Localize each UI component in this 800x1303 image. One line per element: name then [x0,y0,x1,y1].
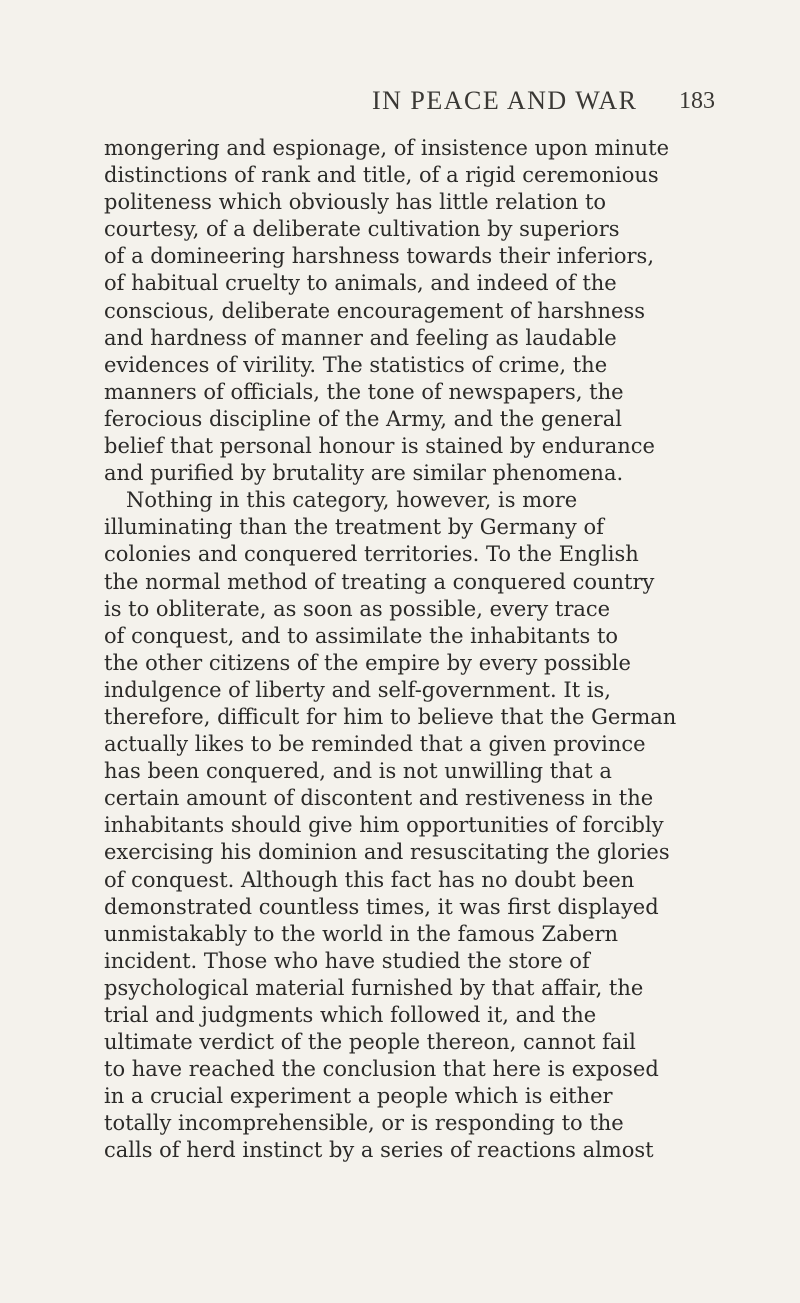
running-title: IN PEACE AND WAR [372,86,638,115]
text-line: ultimate verdict of the people thereon, cannot fail [104,1030,636,1055]
page-number: 183 [679,88,715,114]
text-line: to have reached the conclusion that here is exposed [104,1057,659,1082]
text-line: psychological material furnished by that affair, the [104,975,644,1000]
text-line: ferocious discipline of the Army, and the general [104,406,622,431]
running-header [0,86,800,120]
text-line: trial and judgments which followed it, and the [104,1003,597,1027]
text-line: is to obliterate, as soon as possible, every trace [104,596,611,621]
text-line: manners of officials, the tone of newspapers, the [104,379,624,404]
text-line: illuminating than the treatment by Germany of [104,515,604,540]
text-line: Nothing in this category, however, is more [126,488,578,513]
text-line: of habitual cruelty to animals, and indeed of the [104,271,617,296]
text-line: evidences of virility. The statistics of crime, the [104,352,608,377]
text-line: therefore, difficult for him to believe that the German [104,704,677,729]
text-line: the normal method of treating a conquered country [104,569,655,594]
text-line: demonstrated countless times, it was first displayed [104,894,659,919]
text-line: has been conquered, and is not unwilling that a [104,759,612,784]
text-line: of a domineering harshness towards their inferiors, [104,244,655,269]
text-line: of conquest. Although this fact has no doubt been [104,867,635,892]
text-line: incident. Those who have studied the store of [104,948,590,973]
text-line: and hardness of manner and feeling as laudable [104,325,617,350]
text-line: the other citizens of the empire by every possible [104,650,631,675]
text-line: politeness which obviously has little relation to [104,190,607,215]
text-line: inhabitants should give him opportunities of forcibly [104,813,664,838]
text-line: conscious, deliberate encouragement of harshness [104,298,646,323]
text-line: unmistakably to the world in the famous Zabern [104,921,619,946]
text-line: exercising his dominion and resuscitating the glories [104,840,670,865]
text-line: totally incomprehensible, or is responding to the [104,1111,624,1136]
text-line: certain amount of discontent and restiveness in the [104,786,654,811]
text-line: in a crucial experiment a people which is either [104,1084,613,1109]
text-line: colonies and conquered territories. To the English [104,542,639,567]
text-line: distinctions of rank and title, of a rigid ceremonious [104,163,659,188]
text-line: of conquest, and to assimilate the inhabitants to [104,623,619,648]
text-line: indulgence of liberty and self-government. It is, [104,677,611,702]
text-line: belief that personal honour is stained by endurance [104,434,655,459]
body-text [104,135,704,1165]
text-line: actually likes to be reminded that a given province [104,732,646,757]
text-line: courtesy, of a deliberate cultivation by superiors [104,217,620,242]
text-line: calls of herd instinct by a series of reactions almost [104,1138,654,1163]
text-line: and purified by brutality are similar phenomena. [104,461,624,486]
text-line: mongering and espionage, of insistence upon minute [104,136,670,160]
